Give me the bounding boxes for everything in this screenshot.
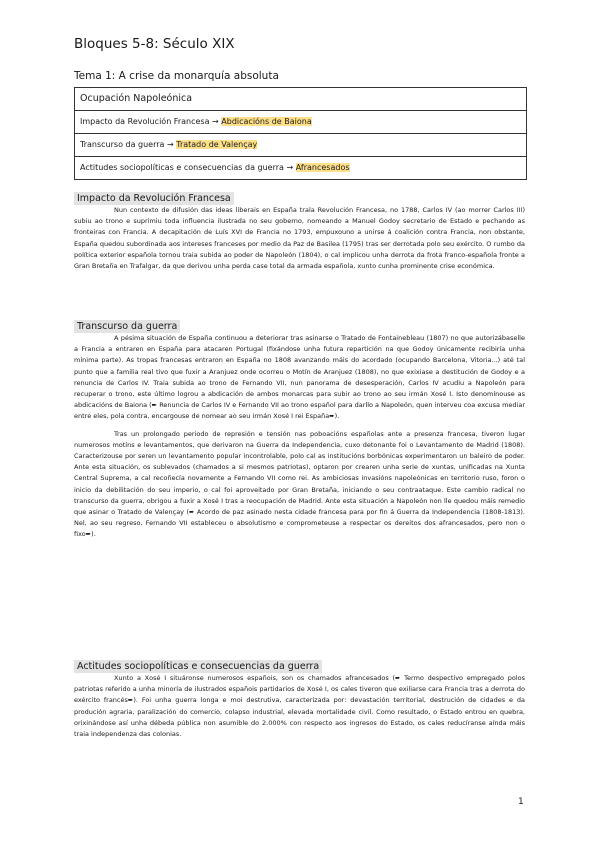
page-title: Bloques 5-8: Século XIX (74, 36, 235, 52)
section-heading: Actitudes sociopolíticas e consecuencias da guerra (74, 660, 322, 673)
outline-row-target: Abdicacións de Baiona (221, 117, 312, 126)
page-number: 1 (518, 797, 524, 807)
section-heading: Transcurso da guerra (74, 320, 180, 333)
section-paragraph: Tras un prolongado periodo de represión e tensión nas poboacións españolas ante a presenza francesa, tiveron lugar numerosos motíns e levantamentos, que derivaron na Guerra da Independencia, cuxo detonante foi o Levantamento de Madrid (1808). Caracterizouse por seren un levantamento popular incontrolable, polo cal as institucións borbónicas experimentaron un baleiro de poder. Ante esta situación, os sublevados (chamados a si mesmos patriotas), optaron por crearen unha serie de xuntas, unificadas na Xunta Central Suprema, a cal recoñecía novamente a Fernando VII como rei. As ambiciosas invasións napoleónicas en territorio ruso, foron o inicio da debilitación do seu imperio, o cal foi aproveitado por Gran Bretaña, iniciando o seu contraataque. Este cambio radical no transcurso da guerra, obrigou a fuxir a Xosé I tras a reocupación de Madrid. Ante esta situación a Napoleón non lle quedou máis remedio que asinar o Tratado de Valençay (➨ Acordo de paz asinado nesta cidade francesa para por fin á Guerra da Independencia (1808-1813). Nel, ao seu regreso, Fernando VII estableceu o absolutismo e comprometeuse a respectar os dereitos dos afrancesados, pero non o fixo➨). (74, 429, 525, 539)
outline-header: Ocupación Napoleónica (80, 93, 193, 104)
outline-row-impacto (75, 110, 526, 133)
outline-table (74, 87, 527, 180)
section-paragraph: Nun contexto de difusión das ideas liberais en España trala Revolución Francesa, no 1788, Carlos IV (ao morrer Carlos III) subiu ao trono e suprimiu toda influencia ilustrada no seu goberno, nomeando a Manuel Godoy secretario de Estado e pechando as fronteiras con Francia. A decapitación de Luís XVI de Francia no 1793, empuxouno a unirse á coalición contra Francia, non obstante, España quedou subordinada aos intereses franceses por medio da Paz de Basilea (1795) tras ser derrotada polo seu exército. O rumbo da política exterior española tornou traia subida ao poder de Napoleón (1804), o cal implicou unha derrota da frota franco-española fronte a Gran Bretaña en Trafalgar, da que derivou unha perda case total da armada española, xunto cunha prominente crise económica. (74, 206, 525, 271)
section-title: Tema 1: A crise da monarquía absoluta (74, 70, 279, 82)
section-impacto (74, 186, 525, 272)
outline-row-target: Tratado de Valençay (176, 140, 258, 149)
outline-row-transcurso (75, 133, 526, 156)
section-paragraph: A pésima situación de España continuou a deteriorar tras asinarse o Tratado de Fontainebleau (1807) no que autorizábaselle a Francia a entraren en España para atacaren Portugal (fixándose unha futura repartición na que Godoy únicamente recibiría unha mínima parte). As tropas francesas entraron en España no 1808 avanzando máis do acordado (ocupando Barcelona, Vitoria...) até tal punto que a familia real tivo que fuxir a Aranjuez onde ocorreu o Motín de Aranjuez (1808), no que exixiase a destitución de Godoy e a renuncia de Carlos IV. Traia subida ao trono de Fernando VII, nun panorama de desesperación, Carlos IV acudiu a Napoleón para recuperar o trono, este último logrou a abdicación de ambos monarcas para subir ao trono ao seu irmán Xosé I. Isto denomínouse as abdicacións de Baiona (➨ Renuncia de Carlos IV e Fernando VII ao trono español para darllo a Napoleón, quen interveu coa excusa mediar entre eles, pola contra, encargouse de nomear ao seu irmán Xosé I rei España➨). (74, 334, 525, 421)
section-transcurso (74, 314, 525, 541)
section-paragraph: Xunto a Xosé I situáronse numerosos españois, son os chamados afrancesados (➨ Termo despectivo empregado polos patriotas referido a unha minoría de ilustrados españois partidarios de Xosé I, os cales tiveron que exiliarse cara Francia tras a derrota do exército francés➨). Foi unha guerra longa e moi destrutiva, caracterizada por: devastación territorial, destrución de cidades e da produción agraria, paralización do comercio, colapso industrial, elevada mortalidade civil. Como resultado, o Estado entrou en quebra, orixinándose así unha débeda pública non asumible do 2.000% con respecto aos ingresos do Estado, os cales reducíranse aínda máis traia independenza das colonias. (74, 674, 525, 739)
outline-row-label: Actitudes sociopolíticas e consecuencias da guerra → (80, 163, 296, 172)
outline-row-label: Transcurso da guerra → (80, 140, 177, 149)
outline-row-label: Impacto da Revolución Francesa → (80, 117, 222, 126)
outline-row-actitudes (75, 156, 526, 179)
outline-row-target: Afrancesados (295, 163, 350, 172)
section-heading: Impacto da Revolución Francesa (74, 192, 234, 205)
section-actitudes (74, 654, 525, 740)
